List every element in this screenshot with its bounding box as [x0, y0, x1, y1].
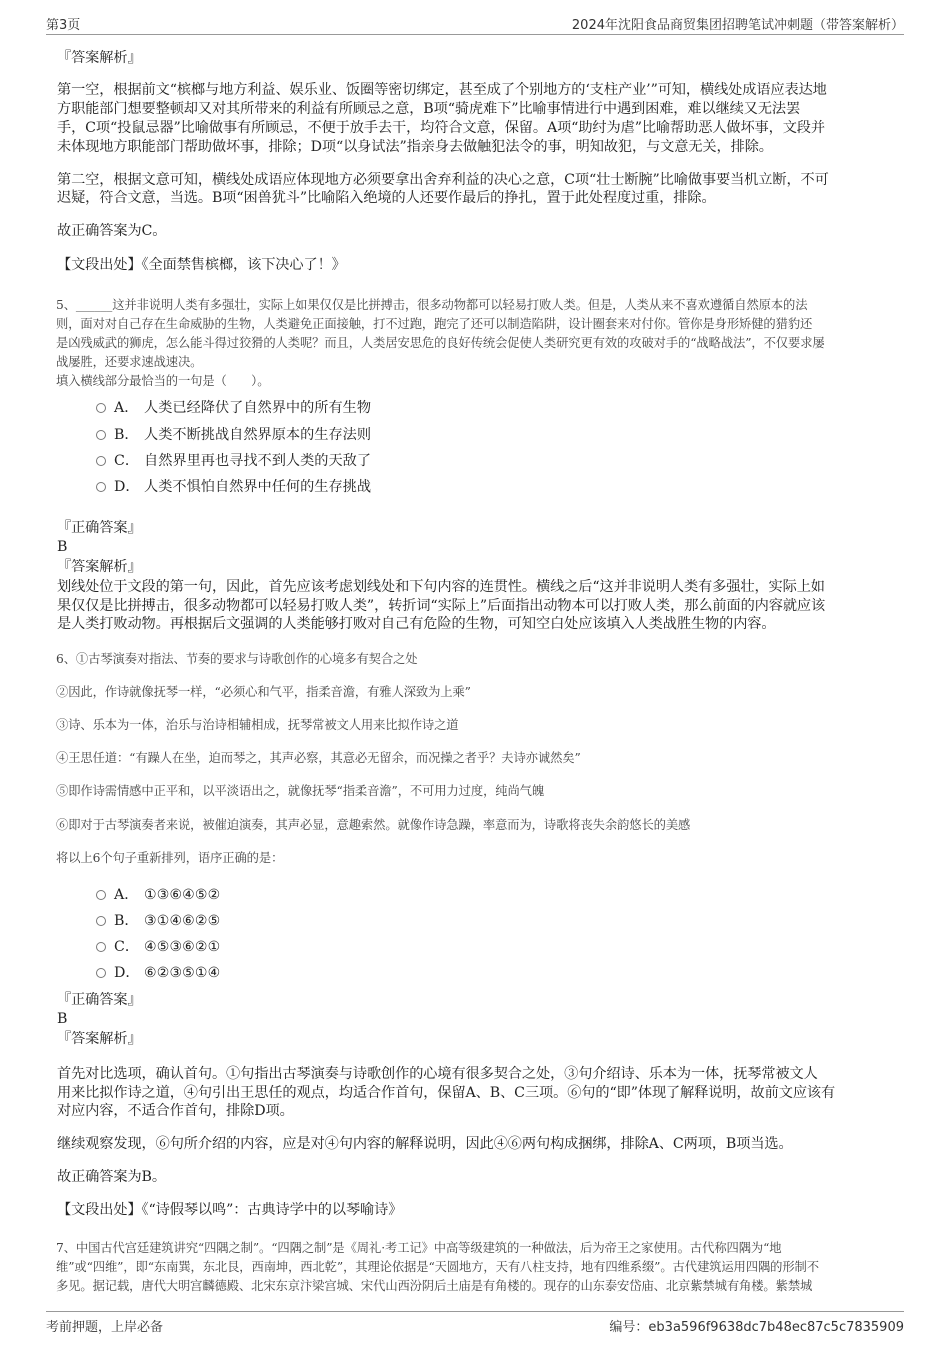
q6-option-b[interactable]: [96, 912, 220, 930]
option-key: B．: [114, 427, 139, 443]
q6-analysis-p1-line3: 对应内容，不适合作首句，排除D项。: [57, 1103, 294, 1119]
q5-stem-line3: 是凶残威武的狮虎，怎么能斗得过狡猾的人类呢？而且，人类居安思危的良好传统会促使人类研究更有效的攻破对手的“战略战法”，不仅要求屡: [56, 336, 825, 350]
q4-analysis-p2-line2: 迟疑，符合文意，当选。B项“困兽犹斗”比喻陷入绝境的人还要作最后的挣扎，置于此处程度过重，排除。: [57, 190, 716, 206]
q6-option-a[interactable]: [96, 886, 220, 904]
option-key: C．: [114, 939, 140, 955]
q4-analysis-p1-line2: 方职能部门想要整顿却又对其所带来的利益有所顾忌之意，B项“骑虎难下”比喻事情进行中遇到困难，难以继续又无法罢: [57, 101, 801, 117]
q6-sentence-3: ③诗、乐本为一体，治乐与治诗相辅相成，抚琴常被文人用来比拟作诗之道: [56, 718, 459, 732]
q5-option-b[interactable]: [96, 426, 371, 444]
q4-analysis-p1-line3: 手，C项“投鼠忌器”比喻做事有所顾忌，不便于放手去干，均符合文意，保留。A项“助纣为虐”比喻帮助恶人做坏事，文段并: [57, 120, 825, 136]
option-text: ①③⑥④⑤②: [144, 887, 221, 903]
q5-analysis-line2: 果仅仅是比拼搏击，很多动物都可以轻易打败人类”，转折词“实际上”后面指出动物本可以打败人类，那么前面的内容就应该: [57, 598, 826, 614]
q6-source: 【文段出处】《“诗假琴以鸣”：古典诗学中的以琴喻诗》: [57, 1202, 403, 1218]
footer-slogan: 考前押题，上岸必备: [46, 1320, 164, 1335]
page-number: 第3页: [46, 18, 81, 33]
q4-source: 【文段出处】《全面禁售槟榔，该下决心了！》: [57, 257, 346, 273]
option-text: 自然界里再也寻找不到人类的天敌了: [144, 453, 372, 469]
document-title: 2024年沈阳食品商贸集团招聘笔试冲刺题（带答案解析）: [571, 18, 904, 33]
option-key: C．: [114, 453, 140, 469]
radio-icon[interactable]: [96, 403, 106, 413]
q6-answer: B: [57, 1011, 68, 1027]
option-text: 人类已经降伏了自然界中的所有生物: [144, 400, 372, 416]
q7-stem-line1: 7、中国古代宫廷建筑讲究“四隅之制”。“四隅之制”是《周礼·考工记》中高等级建筑的一种做法，后为帝王之家使用。古代称四隅为“地: [56, 1241, 782, 1255]
q6-prompt: 将以上6个句子重新排列，语序正确的是：: [56, 851, 284, 865]
q4-analysis-p1-line4: 未体现地方职能部门帮助做坏事，排除；D项“以身试法”指亲身去做触犯法令的事，明知故犯，与文意无关，排除。: [57, 139, 773, 155]
option-key: D．: [114, 965, 140, 981]
q5-option-d[interactable]: [96, 478, 371, 496]
q6-option-c[interactable]: [96, 938, 220, 956]
q6-analysis-label: 『答案解析』: [57, 1031, 142, 1047]
q7-stem-line3: 多见。据记载，唐代大明宫麟德殿、北宋东京汴梁宫城、宋代山西汾阴后土庙是有角楼的。现存的山东泰安岱庙、北京紫禁城有角楼。紫禁城: [56, 1279, 813, 1293]
q5-stem-line4: 战屡胜，还要求速战速决。: [56, 355, 203, 369]
radio-icon[interactable]: [96, 430, 106, 440]
radio-icon[interactable]: [96, 456, 106, 466]
q5-analysis-label: 『答案解析』: [57, 559, 142, 575]
option-text: 人类不惧怕自然界中任何的生存挑战: [144, 479, 372, 495]
option-text: ⑥②③⑤①④: [144, 965, 221, 981]
q7-stem-line2: 维”或“四维”，即“东南巽，东北艮，西南坤，西北乾”，其理论依据是“天圆地方，天有八柱支持，地有四维系缀”。古代建筑运用四隅的形制不: [56, 1260, 819, 1274]
page-header: [46, 14, 904, 35]
document-id: 编号：eb3a596f9638dc7b48ec87c5c7835909: [609, 1320, 904, 1335]
radio-icon[interactable]: [96, 942, 106, 952]
radio-icon[interactable]: [96, 968, 106, 978]
option-key: A．: [114, 400, 139, 416]
page-footer: [46, 1311, 904, 1334]
q5-answer-label: 『正确答案』: [57, 520, 142, 536]
option-text: ④⑤③⑥②①: [144, 939, 221, 955]
radio-icon[interactable]: [96, 916, 106, 926]
option-key: B．: [114, 913, 139, 929]
q5-analysis-line3: 是人类打败动物。再根据后文强调的人类能够打败对自己有危险的生物，可知空白处应该填入人类战胜生物的内容。: [57, 616, 776, 632]
q6-analysis-p1-line1: 首先对比选项，确认首句。①句指出古琴演奏与诗歌创作的心境有很多契合之处，③句介绍诗、乐本为一体，抚琴常被文人: [57, 1066, 818, 1082]
q6-sentence-4: ④王思任道：“有躁人在坐，迫而琴之，其声必察，其意必无留余，而况操之者乎？夫诗亦诚然矣”: [56, 751, 581, 765]
q5-option-a[interactable]: [96, 399, 371, 417]
q5-answer: B: [57, 539, 68, 555]
q6-analysis-p1-line2: 用来比拟作诗之道，④句引出王思任的观点，均适合作首句，保留A、B、C三项。⑥句的“即”体现了解释说明，故前文应该有: [57, 1085, 836, 1101]
q4-analysis-p1-line1: 第一空，根据前文“槟榔与地方利益、娱乐业、饭圈等密切绑定，甚至成了个别地方的‘支柱产业’”可知，横线处成语应表达地: [57, 82, 827, 98]
radio-icon[interactable]: [96, 482, 106, 492]
q6-analysis-p2: 继续观察发现，⑥句所介绍的内容，应是对④句内容的解释说明，因此④⑥两句构成捆绑，排除A、C两项，B项当选。: [57, 1136, 793, 1152]
option-key: A．: [114, 887, 139, 903]
q6-answer-label: 『正确答案』: [57, 992, 142, 1008]
q6-sentence-2: ②因此，作诗就像抚琴一样，“必须心和气平，指柔音澹，有雅人深致为上乘”: [56, 685, 471, 699]
option-text: ③①④⑥②⑤: [144, 913, 221, 929]
q6-sentence-6: ⑥即对于古琴演奏者来说，被催迫演奏，其声必显，意趣索然。就像作诗急躁，率意而为，诗歌将丧失余韵悠长的美感: [56, 818, 691, 832]
q5-stem-line1: 5、______这并非说明人类有多强壮，实际上如果仅仅是比拼搏击，很多动物都可以轻易打败人类。但是，人类从来不喜欢遵循自然原本的法: [56, 298, 808, 312]
q5-option-c[interactable]: [96, 452, 371, 470]
q4-conclusion: 故正确答案为C。: [57, 223, 167, 239]
q6-conclusion: 故正确答案为B。: [57, 1169, 166, 1185]
q5-stem-line2: 则，面对对自己存在生命威胁的生物，人类避免正面接触，打不过跑，跑完了还可以制造陷阱，设计圈套来对付你。管你是身形矫健的猎豹还: [56, 317, 813, 331]
q5-analysis-line1: 划线处位于文段的第一句，因此，首先应该考虑划线处和下句内容的连贯性。横线之后“这并非说明人类有多强壮，实际上如: [57, 579, 825, 595]
q4-analysis-label: 『答案解析』: [57, 50, 142, 66]
radio-icon[interactable]: [96, 890, 106, 900]
option-key: D．: [114, 479, 140, 495]
q5-prompt: 填入横线部分最恰当的一句是（ ）。: [56, 374, 270, 388]
q6-sentence-1: 6、①古琴演奏对指法、节奏的要求与诗歌创作的心境多有契合之处: [56, 652, 418, 666]
q6-option-d[interactable]: [96, 964, 220, 982]
q4-analysis-p2-line1: 第二空，根据文意可知，横线处成语应体现地方必须要拿出舍弃利益的决心之意，C项“壮士断腕”比喻做事要当机立断，不可: [57, 172, 829, 188]
q6-sentence-5: ⑤即作诗需情感中正平和，以平淡语出之，就像抚琴“指柔音澹”，不可用力过度，纯尚气魄: [56, 784, 545, 798]
option-text: 人类不断挑战自然界原本的生存法则: [144, 427, 372, 443]
